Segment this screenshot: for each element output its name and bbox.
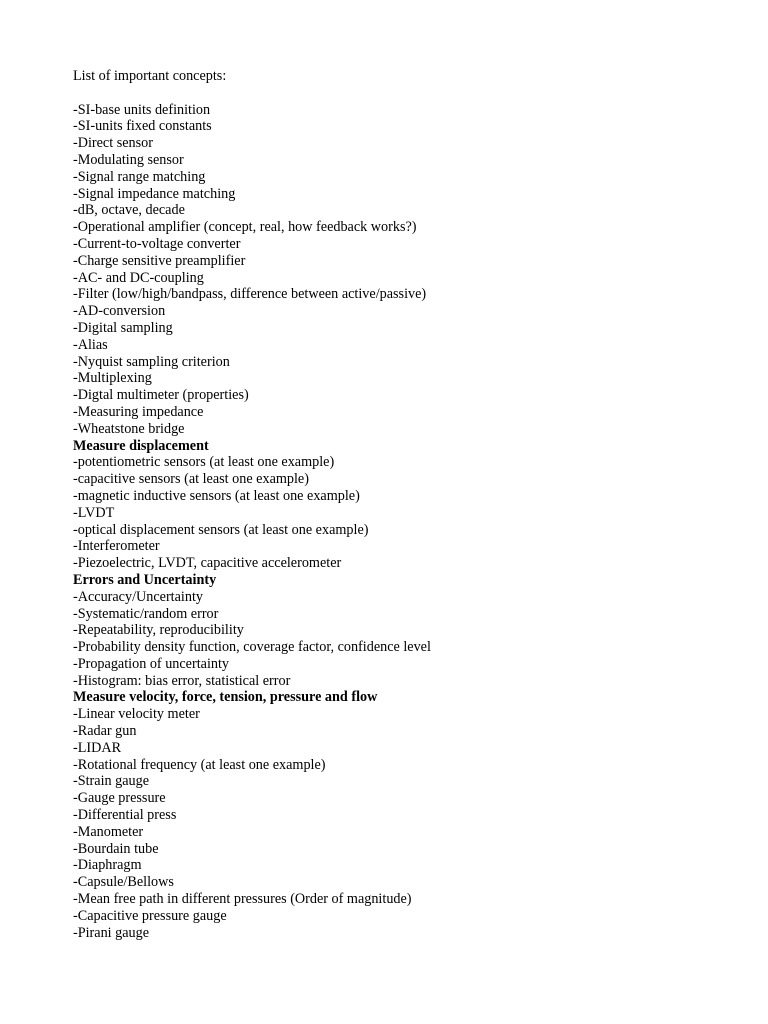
concept-item: -Linear velocity meter bbox=[73, 706, 200, 723]
concept-item: -Filter (low/high/bandpass, difference between active/passive) bbox=[73, 286, 427, 303]
concept-item: -Capsule/Bellows bbox=[73, 874, 174, 891]
concept-item: -Probability density function, coverage factor, confidence level bbox=[73, 639, 431, 656]
concept-item: -Interferometer bbox=[73, 538, 160, 555]
concept-item: -Rotational frequency (at least one example) bbox=[73, 756, 326, 773]
section-heading: Measure displacement bbox=[73, 437, 209, 454]
concept-item: -Current-to-voltage converter bbox=[73, 235, 241, 252]
concept-item: -Accuracy/Uncertainty bbox=[73, 588, 203, 605]
concept-item: -Modulating sensor bbox=[73, 151, 184, 168]
document-title: List of important concepts: bbox=[73, 68, 227, 84]
section-heading: Errors and Uncertainty bbox=[73, 571, 217, 588]
concept-item: -AC- and DC-coupling bbox=[73, 269, 204, 286]
concept-item: -Wheatstone bridge bbox=[73, 420, 185, 437]
concept-item: -Alias bbox=[73, 336, 108, 353]
concept-item: -Signal impedance matching bbox=[73, 185, 236, 202]
concept-section bbox=[73, 102, 713, 438]
concept-item: -Piezoelectric, LVDT, capacitive accelerometer bbox=[73, 555, 342, 572]
concept-item: -Differential press bbox=[73, 807, 177, 824]
concept-list bbox=[73, 102, 713, 438]
concept-item: -LIDAR bbox=[73, 739, 122, 756]
concept-item: -SI-base units definition bbox=[73, 101, 211, 118]
concept-item: -Radar gun bbox=[73, 723, 137, 740]
concept-item: -AD-conversion bbox=[73, 303, 166, 320]
concept-item: -optical displacement sensors (at least one example) bbox=[73, 521, 369, 538]
concept-item: -Capacitive pressure gauge bbox=[73, 907, 227, 924]
concept-item: -LVDT bbox=[73, 504, 115, 521]
concept-item: -Diaphragm bbox=[73, 857, 142, 874]
concept-item: -potentiometric sensors (at least one example) bbox=[73, 454, 335, 471]
concept-item: -magnetic inductive sensors (at least one example) bbox=[73, 487, 360, 504]
concept-item: -Charge sensitive preamplifier bbox=[73, 252, 246, 269]
concept-item: -Nyquist sampling criterion bbox=[73, 353, 230, 370]
blank-line bbox=[73, 85, 713, 102]
concept-sections bbox=[73, 102, 713, 942]
concept-item: -Multiplexing bbox=[73, 370, 152, 387]
concept-item: -Mean free path in different pressures (Order of magnitude) bbox=[73, 891, 412, 908]
concept-item: -Digital sampling bbox=[73, 319, 173, 336]
concept-section bbox=[73, 572, 713, 690]
concept-item: -capacitive sensors (at least one example) bbox=[73, 471, 309, 488]
concept-item: -dB, octave, decade bbox=[73, 202, 185, 219]
concept-list bbox=[73, 706, 713, 941]
concept-item: -Histogram: bias error, statistical error bbox=[73, 672, 291, 689]
concept-item: -Pirani gauge bbox=[73, 924, 150, 941]
concept-section bbox=[73, 438, 713, 572]
concept-item: -Digtal multimeter (properties) bbox=[73, 387, 249, 404]
concept-item: -Bourdain tube bbox=[73, 840, 159, 857]
concept-list bbox=[73, 454, 713, 572]
concept-item: -Strain gauge bbox=[73, 773, 150, 790]
document-page bbox=[73, 68, 713, 941]
concept-item: -SI-units fixed constants bbox=[73, 118, 212, 135]
section-heading: Measure velocity, force, tension, pressure and flow bbox=[73, 689, 378, 706]
concept-item: -Direct sensor bbox=[73, 135, 153, 152]
concept-item: -Signal range matching bbox=[73, 168, 206, 185]
concept-item: -Measuring impedance bbox=[73, 403, 204, 420]
concept-item: -Gauge pressure bbox=[73, 790, 166, 807]
concept-section bbox=[73, 689, 713, 941]
concept-item: -Operational amplifier (concept, real, how feedback works?) bbox=[73, 219, 417, 236]
concept-item: -Propagation of uncertainty bbox=[73, 655, 230, 672]
concept-item: -Systematic/random error bbox=[73, 605, 219, 622]
concept-item: -Manometer bbox=[73, 823, 144, 840]
concept-list bbox=[73, 589, 713, 690]
concept-item: -Repeatability, reproducibility bbox=[73, 622, 244, 639]
